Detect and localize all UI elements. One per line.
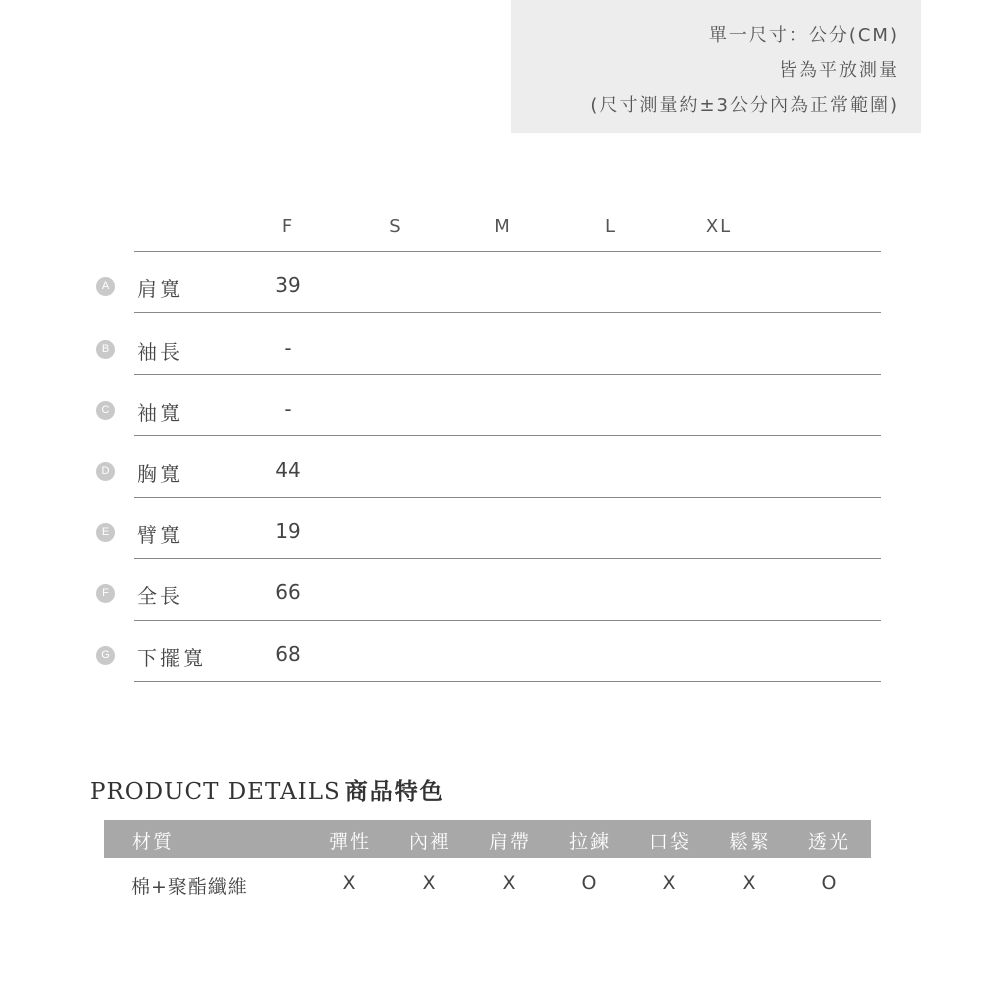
row-badge: D xyxy=(96,462,115,481)
value-waistband: X xyxy=(742,872,756,894)
table-divider xyxy=(134,251,881,252)
measure-row-chest xyxy=(0,456,1000,486)
header-elasticity: 彈性 xyxy=(328,831,372,853)
header-material: 材質 xyxy=(132,831,175,853)
measure-value: - xyxy=(284,336,292,360)
row-badge: A xyxy=(96,277,115,296)
table-divider xyxy=(134,681,881,682)
product-details-value-row xyxy=(104,870,871,898)
unit-note: 單一尺寸：公分(CM) xyxy=(708,25,899,46)
measure-row-shoulder xyxy=(0,271,1000,301)
table-divider xyxy=(134,620,881,621)
measure-label: 袖寬 xyxy=(137,401,183,425)
size-col-m: M xyxy=(494,216,512,237)
table-divider xyxy=(134,312,881,313)
product-details-header-row xyxy=(104,820,871,858)
measure-value: 39 xyxy=(275,273,301,297)
measure-label: 下擺寬 xyxy=(137,646,206,670)
header-waistband: 鬆緊 xyxy=(728,831,772,853)
size-col-l: L xyxy=(604,216,618,237)
measure-label: 臂寬 xyxy=(137,523,183,547)
row-badge: B xyxy=(96,340,115,359)
value-zipper: O xyxy=(581,872,597,894)
table-divider xyxy=(134,374,881,375)
value-elasticity: X xyxy=(342,872,356,894)
row-badge: C xyxy=(96,401,115,420)
row-badge: G xyxy=(96,646,115,665)
row-badge: F xyxy=(96,584,115,603)
header-zipper: 拉鍊 xyxy=(568,831,612,853)
flat-measure-note: 皆為平放測量 xyxy=(779,60,899,81)
measure-label: 全長 xyxy=(137,584,183,608)
value-material: 棉+聚酯纖維 xyxy=(131,876,248,898)
tolerance-note: (尺寸測量約±3公分內為正常範圍) xyxy=(590,95,899,116)
measure-row-sleeve-width xyxy=(0,395,1000,425)
product-details-title-zh: 商品特色 xyxy=(344,779,445,805)
product-details-title xyxy=(90,773,445,806)
value-lining: X xyxy=(422,872,436,894)
measure-value: 68 xyxy=(275,642,301,666)
table-divider xyxy=(134,497,881,498)
measure-value: 44 xyxy=(275,458,301,482)
measure-value: - xyxy=(284,397,292,421)
header-lining: 內裡 xyxy=(408,831,452,853)
table-divider xyxy=(134,558,881,559)
header-sheerness: 透光 xyxy=(808,831,851,853)
row-badge: E xyxy=(96,523,115,542)
size-col-s: S xyxy=(389,216,403,237)
measure-label: 肩寬 xyxy=(137,277,183,301)
measure-label: 袖長 xyxy=(137,340,183,364)
measure-row-arm xyxy=(0,517,1000,547)
value-pocket: X xyxy=(662,872,676,894)
size-col-xl: XL xyxy=(705,216,733,237)
size-header-row xyxy=(0,216,1000,242)
value-sheerness: O xyxy=(821,872,837,894)
value-straps: X xyxy=(502,872,516,894)
measure-value: 66 xyxy=(275,580,301,604)
header-straps: 肩帶 xyxy=(488,831,532,853)
product-details-title-en: PRODUCT DETAILS xyxy=(90,779,341,805)
measure-row-hem xyxy=(0,640,1000,670)
measure-value: 19 xyxy=(275,519,301,543)
size-col-f: F xyxy=(281,216,295,237)
measure-label: 胸寬 xyxy=(137,462,183,486)
header-pocket: 口袋 xyxy=(648,831,692,853)
measure-row-sleeve-length xyxy=(0,334,1000,364)
table-divider xyxy=(134,435,881,436)
measurement-note-box xyxy=(511,0,921,133)
measure-row-length xyxy=(0,578,1000,608)
